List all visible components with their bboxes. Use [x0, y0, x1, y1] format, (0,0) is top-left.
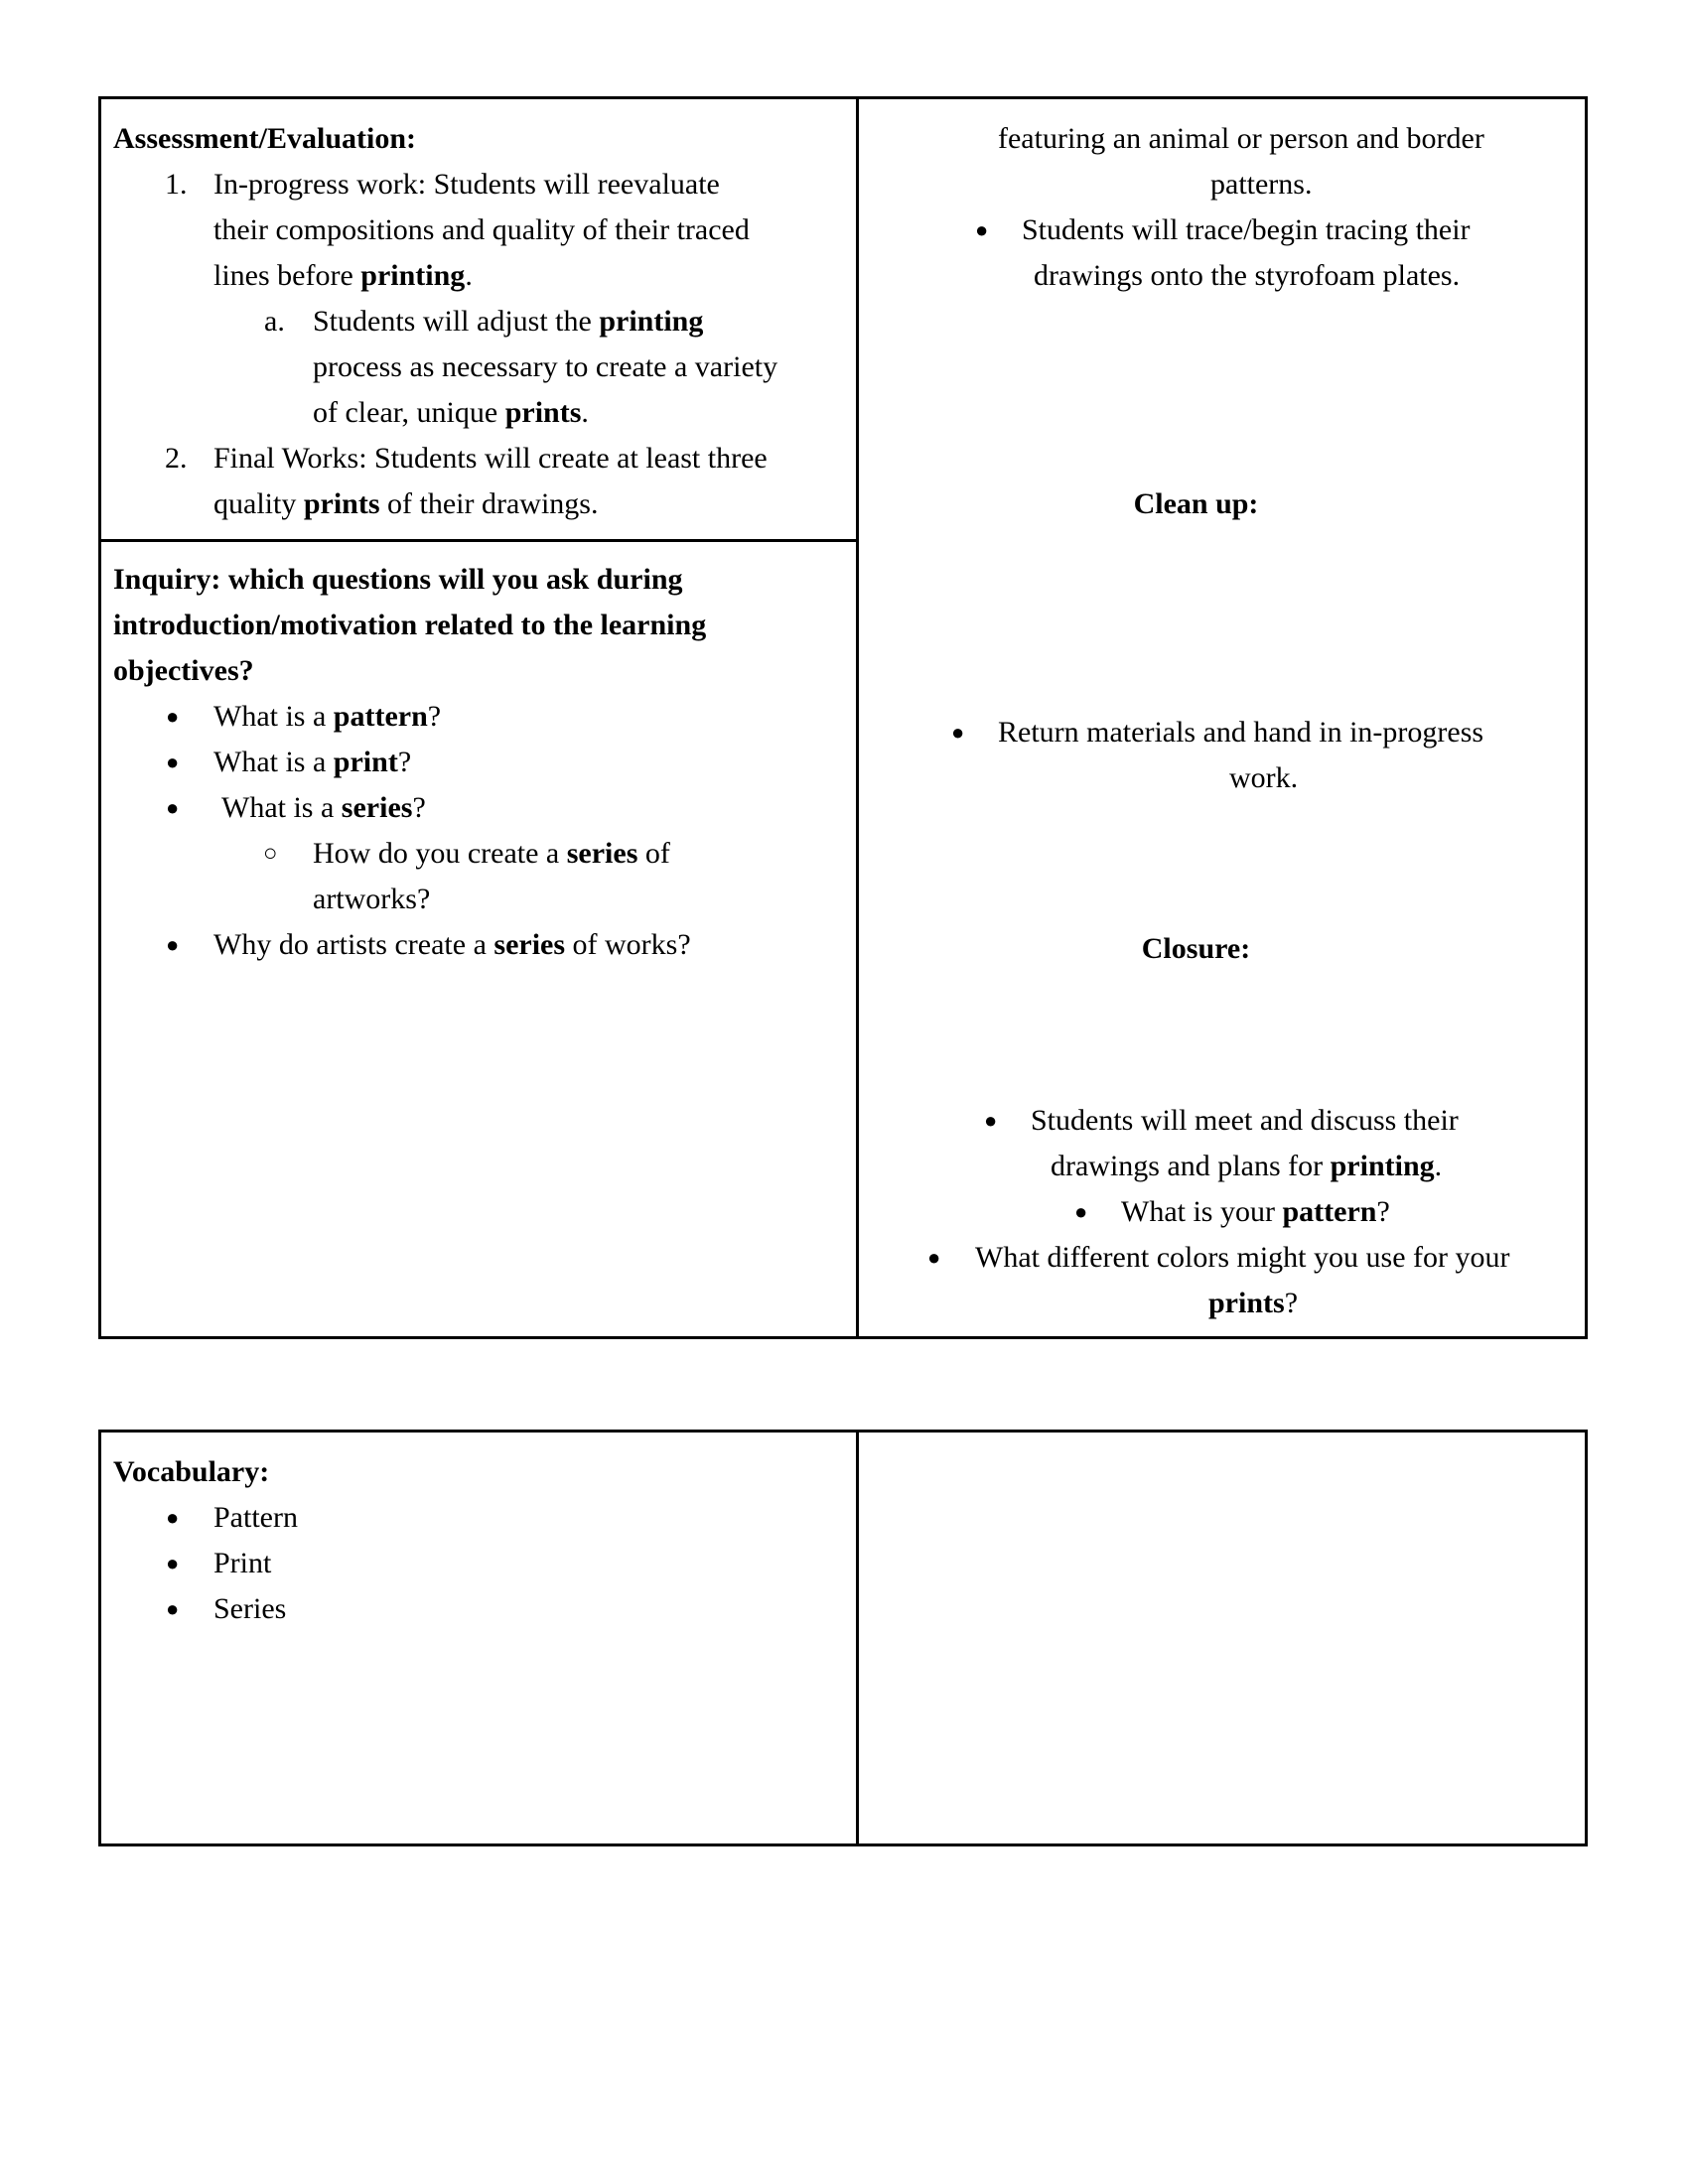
bullet-icon: ●: [927, 1245, 941, 1270]
continued-line1: featuring an animal or person and border: [998, 122, 1484, 155]
vocabulary-heading: Vocabulary:: [113, 1455, 270, 1488]
text: What is a: [213, 746, 334, 778]
text: ?: [397, 746, 412, 778]
inquiry-heading-line2: introduction/motivation related to the learning: [113, 609, 707, 641]
bold-term: series: [566, 837, 638, 870]
bullet-icon: ●: [951, 720, 965, 745]
closure-heading: Closure:: [1141, 932, 1251, 965]
bold-term: series: [493, 928, 566, 961]
vocabulary-item: Series: [213, 1592, 287, 1625]
trace-line2: drawings onto the styrofoam plates.: [1034, 259, 1461, 292]
lesson-table: [98, 96, 1588, 1339]
text: .: [1434, 1150, 1443, 1182]
item1-line2: their compositions and quality of their traced: [213, 213, 750, 246]
bullet-icon: ●: [984, 1108, 998, 1133]
assessment-heading: Assessment/Evaluation:: [113, 122, 417, 155]
text: What is your: [1121, 1195, 1283, 1228]
bold-term: prints: [504, 396, 582, 429]
text: ?: [1376, 1195, 1390, 1228]
text: of their drawings.: [379, 487, 599, 520]
bold-term: pattern: [1282, 1195, 1377, 1228]
text: .: [581, 396, 589, 429]
text: ?: [1284, 1287, 1299, 1319]
item2-line1: Final Works: Students will create at least three: [213, 442, 768, 475]
text: Students will adjust the: [313, 305, 600, 338]
item2-line2: [213, 481, 598, 527]
question-pattern: [213, 694, 441, 740]
question-why-series: [213, 922, 691, 968]
bold-term: prints: [303, 487, 380, 520]
cleanup-line2: work.: [1229, 761, 1299, 794]
hollow-bullet-icon: ○: [263, 841, 278, 867]
text: Why do artists create a: [213, 928, 494, 961]
bold-term: pattern: [333, 700, 428, 733]
text: of clear, unique: [313, 396, 505, 429]
closure1-line2: [1051, 1144, 1442, 1189]
item1a-line3: [313, 390, 589, 436]
bullet-icon: ●: [166, 1505, 180, 1530]
inquiry-heading-line1: Inquiry: which questions will you ask during: [113, 563, 683, 596]
bullet-icon: ●: [166, 1551, 180, 1575]
question-series: [221, 785, 426, 831]
text: ?: [427, 700, 442, 733]
text: ?: [412, 791, 426, 824]
closure2-line: [1121, 1189, 1390, 1235]
bold-term: printing: [360, 259, 466, 292]
item-number: 2.: [165, 442, 188, 475]
vocabulary-table: [98, 1430, 1588, 1846]
trace-line1: Students will trace/begin tracing their: [1022, 213, 1471, 246]
continued-line2: patterns.: [1210, 168, 1313, 201]
procedure-cell: [859, 99, 1585, 1336]
closure3-line2: [1208, 1281, 1298, 1326]
text: of: [637, 837, 670, 870]
text: quality: [213, 487, 304, 520]
item-number: 1.: [165, 168, 188, 201]
inquiry-heading-line3: objectives?: [113, 654, 254, 687]
bold-term: prints: [1208, 1287, 1285, 1319]
question-print: [213, 740, 411, 785]
vocabulary-item: Pattern: [213, 1501, 298, 1534]
text: .: [465, 259, 473, 292]
text: How do you create a: [313, 837, 567, 870]
cleanup-line1: Return materials and hand in in-progress: [998, 716, 1484, 749]
bold-term: series: [341, 791, 413, 824]
subquestion-line2: artworks?: [313, 883, 431, 915]
vocabulary-item: Print: [213, 1547, 272, 1579]
empty-cell: [859, 1433, 1585, 1843]
bullet-icon: ●: [1074, 1199, 1088, 1224]
item1a-line2: process as necessary to create a variety: [313, 350, 778, 383]
text: lines before: [213, 259, 361, 292]
bullet-icon: ●: [166, 704, 180, 729]
item1-line1: In-progress work: Students will reevaluate: [213, 168, 720, 201]
bullet-icon: ●: [166, 795, 180, 820]
bullet-icon: ●: [166, 1596, 180, 1621]
text: drawings and plans for: [1051, 1150, 1331, 1182]
text: of works?: [565, 928, 691, 961]
closure3-line1: What different colors might you use for your: [975, 1241, 1510, 1274]
row-divider: [101, 539, 856, 542]
bullet-icon: ●: [166, 932, 180, 957]
item1-line3: [213, 253, 473, 299]
subitem-letter: a.: [264, 305, 285, 338]
bullet-icon: ●: [166, 750, 180, 774]
item1a-line1: [313, 299, 703, 344]
bold-term: printing: [599, 305, 704, 338]
closure1-line1: Students will meet and discuss their: [1031, 1104, 1459, 1137]
bullet-icon: ●: [975, 217, 989, 242]
text: What is a: [221, 791, 342, 824]
text: What is a: [213, 700, 334, 733]
bold-term: printing: [1330, 1150, 1435, 1182]
cleanup-heading: Clean up:: [1133, 487, 1259, 520]
subquestion-line1: [313, 831, 670, 877]
bold-term: print: [333, 746, 398, 778]
